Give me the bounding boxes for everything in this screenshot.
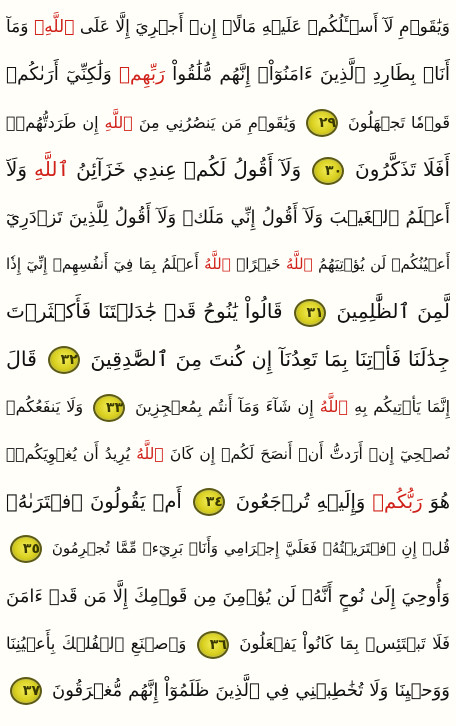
divine-name-text: رَبِّهِمۡ xyxy=(118,64,165,86)
verse-text: وَلَٰكِنِّيٓ أَرَىٰكُمۡ xyxy=(6,64,119,86)
text-line xyxy=(6,525,450,572)
verse-text: وَإِلَيۡهِ تُرۡجَعُونَ xyxy=(228,489,373,513)
verse-text: أَعۡيُنُكُمۡ لَن يُؤۡتِيَهُمُ xyxy=(312,254,450,273)
verse-text: وَمَآ xyxy=(6,17,35,37)
text-line xyxy=(6,4,450,51)
verse-text: فَلَا تَبۡتَئِسۡ بِمَا كَانُواْ يَفۡعَلُونَ xyxy=(232,634,450,654)
verse-text: إِن شَآءَ وَمَآ أَنتُم بِمُعۡجِزِينَ xyxy=(129,397,320,417)
divine-name-text: رَبُّكُمۡ xyxy=(372,489,423,513)
text-line xyxy=(6,241,450,288)
text-line xyxy=(6,667,450,714)
verse-text: وَيَٰقَوۡمِ لَآ أَسۡـَٔلُكُمۡ عَلَيۡهِ مَالًاۖ إِنۡ أَجۡرِيَ إِلَّا عَلَى xyxy=(74,17,450,37)
verse-text: نُصۡحِيٓ إِنۡ أَرَدتُّ أَنۡ أَنصَحَ لَكُمۡ إِن كَانَ xyxy=(163,444,450,463)
verse-text: وَلَا يَنفَعُكُمۡ xyxy=(6,397,90,417)
verse-text: وَلَآ xyxy=(6,157,34,182)
verse-text: وَٱصۡنَعِ ٱلۡفُلۡكَ بِأَعۡيُنِنَا xyxy=(6,634,193,654)
divine-name-text: ٱللَّهِ xyxy=(34,157,70,182)
ayah-number-marker: ٣٣ xyxy=(93,394,125,422)
ayah-number-marker: ٣٧ xyxy=(10,677,42,705)
text-line xyxy=(6,288,450,335)
text-line xyxy=(6,51,450,98)
ayah-number-marker: ٣٢ xyxy=(48,346,80,374)
ayah-number-marker: ٢٩ xyxy=(306,109,338,137)
divine-name-text: ٱللَّهُ xyxy=(319,397,349,417)
verse-text: أَمۡ يَقُولُونَ ٱفۡتَرَىٰهُۖ xyxy=(6,489,189,513)
verse-text: وَيَٰقَوۡمِ مَن يَنصُرُنِي مِنَ xyxy=(132,112,303,132)
verse-text: قَالَ xyxy=(6,346,44,371)
text-line xyxy=(6,99,450,146)
verse-text: وَأُوحِيَ إِلَىٰ نُوحٍ أَنَّهُۥ لَن يُؤۡمِنَ مِن قَوۡمِكَ إِلَّا مَن قَدۡ ءَامَنَ xyxy=(6,585,450,607)
verse-text: أَفَلَا تَذَكَّرُونَ xyxy=(348,157,450,182)
text-line xyxy=(6,573,450,620)
text-line xyxy=(6,146,450,193)
verse-text: قَوۡمٗا تَجۡهَلُونَ xyxy=(342,112,450,132)
verse-text: أَعۡلَمُ بِمَا فِيٓ أَنفُسِهِمۡ إِنِّيٓ إِذٗا xyxy=(6,254,205,273)
verse-text: أَنَا۠ بِطَارِدِ ٱلَّذِينَ ءَامَنُوٓاْۚ إِنَّهُم مُّلَٰقُواْ xyxy=(164,64,450,86)
ayah-number-marker: ٣٠ xyxy=(312,157,344,185)
verse-text: وَوَحۡيِنَا وَلَا تُخَٰطِبۡنِي فِي ٱلَّذِينَ ظَلَمُوٓاْ إِنَّهُم مُّغۡرَقُونَ xyxy=(46,680,450,702)
divine-name-text: ٱللَّهُ xyxy=(285,254,313,273)
verse-text: لَّمِنَ ٱلظَّٰلِمِينَ xyxy=(329,299,450,324)
ayah-number-marker: ٣٦ xyxy=(197,631,229,659)
verse-text: خَيۡرًاۖ xyxy=(230,254,286,273)
text-line xyxy=(6,194,450,241)
divine-name-text: ٱللَّهِۚ xyxy=(34,17,75,37)
verse-text: وَلَآ أَقُولُ لَكُمۡ عِندِي خَزَآئِنُ xyxy=(69,157,309,182)
text-line xyxy=(6,336,450,383)
text-line xyxy=(6,478,450,525)
verse-text: قَالُواْ يَٰنُوحُ قَدۡ جَٰدَلۡتَنَا فَأَكۡثَرۡتَ xyxy=(6,299,290,324)
verse-text: جِدَٰلَنَا فَأۡتِنَا بِمَا تَعِدُنَآ إِن كُنتَ مِنَ ٱلصَّٰدِقِينَ xyxy=(83,346,450,371)
verse-text: أَعۡلَمُ ٱلۡغَيۡبَ وَلَآ أَقُولُ إِنِّي مَلَكٞ وَلَآ أَقُولُ لِلَّذِينَ تَزۡدَرِيٓ xyxy=(6,206,450,228)
divine-name-text: ٱللَّهِ xyxy=(104,112,133,132)
divine-name-text: ٱللَّهُ xyxy=(204,254,231,273)
ayah-number-marker: ٣٤ xyxy=(193,488,225,516)
verse-text: قُلۡ إِنِ ٱفۡتَرَيۡتُهُۥ فَعَلَيَّ إِجۡرَامِي وَأَنَا۠ بَرِيٓءٞ مِّمَّا تُجۡرِمُونَ xyxy=(46,539,450,558)
quran-text-block xyxy=(6,4,450,715)
verse-text: إِن طَرَدتُّهُمۡۚ xyxy=(6,112,105,132)
text-line xyxy=(6,620,450,667)
divine-name-text: ٱللَّهُ xyxy=(136,444,164,463)
ayah-number-marker: ٣٥ xyxy=(10,535,42,563)
verse-text: يُرِيدُ أَن يُغۡوِيَكُمۡۚ xyxy=(6,444,137,463)
ayah-number-marker: ٣١ xyxy=(294,299,326,327)
text-line xyxy=(6,431,450,478)
verse-text: هُوَ xyxy=(422,489,450,513)
text-line xyxy=(6,383,450,430)
verse-text: إِنَّمَا يَأۡتِيكُم بِهِ xyxy=(348,397,450,417)
